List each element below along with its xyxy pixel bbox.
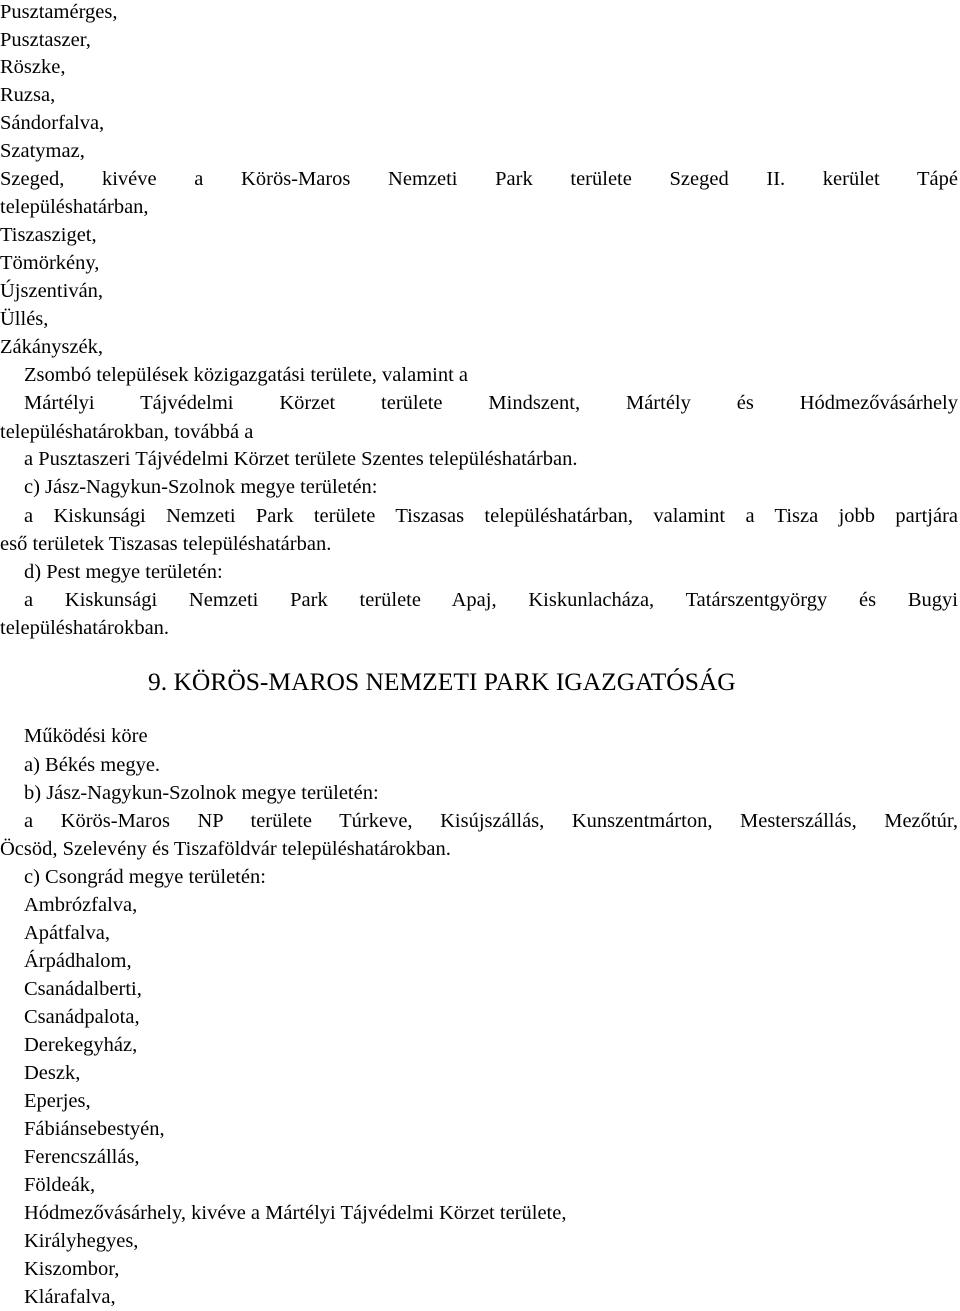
list-item: Pusztamérges,: [0, 1, 118, 23]
pest-line-cont: településhatárokban.: [0, 617, 170, 639]
martely-line: Mártélyi Tájvédelmi Körzet területe Mindszent, Mártély és Hódmezővásárhely: [24, 392, 958, 414]
list-item: Újszentiván,: [0, 280, 104, 302]
list-item: Csanádalberti,: [24, 978, 142, 1000]
mukodesi-kore: Működési köre: [24, 725, 148, 747]
martely-line-cont: településhatárokban, továbbá a: [0, 421, 254, 443]
list-item: Zákányszék,: [0, 336, 104, 358]
list-item: Eperjes,: [24, 1090, 91, 1112]
jnsz-b-heading: b) Jász-Nagykun-Szolnok megye területén:: [24, 782, 379, 804]
list-item: Ruzsa,: [0, 84, 56, 106]
list-item: Csanádpalota,: [24, 1006, 140, 1028]
list-item: Derekegyház,: [24, 1034, 138, 1056]
list-item: Ferencszállás,: [24, 1146, 140, 1168]
list-item: Földeák,: [24, 1174, 96, 1196]
list-item: Árpádhalom,: [24, 950, 132, 972]
koros-maros-line-cont: Öcsöd, Szelevény és Tiszaföldvár településhatárokban.: [0, 838, 451, 860]
list-item: Üllés,: [0, 308, 49, 330]
pusztaszer-line: a Pusztaszeri Tájvédelmi Körzet területe Szentes településhatárban.: [24, 448, 578, 470]
koros-maros-line: a Körös-Maros NP területe Túrkeve, Kisújszállás, Kunszentmárton, Mesterszállás, Mezőtúr,: [24, 810, 958, 832]
szeged-line: Szeged, kivéve a Körös-Maros Nemzeti Park területe Szeged II. kerület Tápé: [0, 168, 958, 190]
jnsz-heading: c) Jász-Nagykun-Szolnok megye területén:: [24, 476, 378, 498]
list-item: Deszk,: [24, 1062, 81, 1084]
list-item: Hódmezővásárhely, kivéve a Mártélyi Tájvédelmi Körzet területe,: [24, 1202, 567, 1224]
list-item: Apátfalva,: [24, 922, 110, 944]
list-item: Sándorfalva,: [0, 112, 105, 134]
csongrad-heading: c) Csongrád megye területén:: [24, 866, 266, 888]
list-item: Fábiánsebestyén,: [24, 1118, 165, 1140]
list-item: Klárafalva,: [24, 1286, 116, 1308]
kiskunsag-line-cont: eső területek Tiszasas településhatárban.: [0, 533, 332, 555]
bekes-line: a) Békés megye.: [24, 754, 161, 776]
kiskunsag-line: a Kiskunsági Nemzeti Park területe Tiszasas településhatárban, valamint a Tisza jobb partjára: [24, 505, 958, 527]
list-item: Röszke,: [0, 56, 66, 78]
pest-line: a Kiskunsági Nemzeti Park területe Apaj, Kiskunlacháza, Tatárszentgyörgy és Bugyi: [24, 589, 958, 611]
section-title: 9. KÖRÖS-MAROS NEMZETI PARK IGAZGATÓSÁG: [148, 667, 736, 696]
list-item: Szatymaz,: [0, 140, 85, 162]
list-item: Tömörkény,: [0, 252, 100, 274]
list-item: Királyhegyes,: [24, 1230, 139, 1252]
zsombo-line: Zsombó települések közigazgatási területe, valamint a: [24, 364, 469, 386]
list-item: Ambrózfalva,: [24, 894, 138, 916]
szeged-line-cont: településhatárban,: [0, 196, 149, 218]
pest-heading: d) Pest megye területén:: [24, 561, 223, 583]
list-item: Tiszasziget,: [0, 224, 97, 246]
list-item: Kiszombor,: [24, 1258, 120, 1280]
list-item: Pusztaszer,: [0, 29, 91, 51]
